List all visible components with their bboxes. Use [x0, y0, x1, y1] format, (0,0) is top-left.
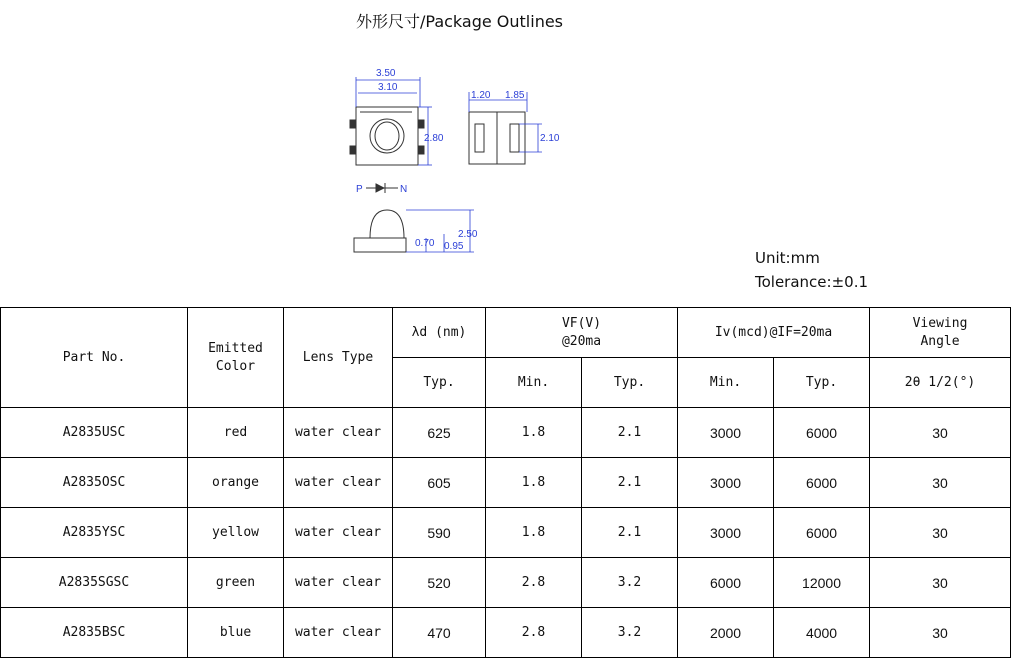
- cell-vf-min: 1.8: [486, 408, 582, 458]
- cell-iv-min: 3000: [678, 408, 774, 458]
- table-row: [1, 458, 1011, 508]
- cell-vf-typ: 2.1: [582, 408, 678, 458]
- cell-iv-min: 2000: [678, 608, 774, 658]
- cell-lens: water clear: [284, 408, 393, 458]
- cell-wavelength: 590: [393, 508, 486, 558]
- header-vf: VF(V) @20ma: [486, 308, 678, 358]
- profile-view-base: [354, 238, 406, 252]
- page-title: 外形尺寸/Package Outlines: [356, 12, 564, 31]
- tolerance-label: Tolerance:±0.1: [755, 273, 869, 291]
- subheader-iv-min: Min.: [678, 358, 774, 408]
- cell-vf-min: 2.8: [486, 558, 582, 608]
- table-row: [1, 408, 1011, 458]
- cell-part-no: A2835BSC: [1, 608, 188, 658]
- diode-symbol-icon: [366, 183, 398, 193]
- cell-part-no: A2835SGSC: [1, 558, 188, 608]
- unit-block: [755, 246, 868, 294]
- header-lens-type: Lens Type: [284, 308, 393, 408]
- cell-wavelength: 605: [393, 458, 486, 508]
- cell-color: yellow: [188, 508, 284, 558]
- cell-color: green: [188, 558, 284, 608]
- spec-table: [0, 307, 1011, 658]
- cell-iv-min: 3000: [678, 458, 774, 508]
- cell-color: orange: [188, 458, 284, 508]
- cell-lens: water clear: [284, 608, 393, 658]
- dim-width-outer: 3.50: [376, 68, 396, 79]
- unit-label: Unit:mm: [755, 249, 820, 267]
- cell-vf-min: 2.8: [486, 608, 582, 658]
- package-outline-drawing: [0, 0, 560, 270]
- cell-angle: 30: [870, 408, 1011, 458]
- cell-color: red: [188, 408, 284, 458]
- cell-wavelength: 520: [393, 558, 486, 608]
- dim-body-height: 0.70: [415, 238, 435, 249]
- cell-vf-typ: 2.1: [582, 508, 678, 558]
- dim-base-height: 0.95: [444, 241, 464, 252]
- header-emitted-color: Emitted Color: [188, 308, 284, 408]
- dim-pad-height: 2.10: [540, 133, 560, 144]
- cell-iv-typ: 12000: [774, 558, 870, 608]
- header-iv: Iv(mcd)@IF=20ma: [678, 308, 870, 358]
- header-wavelength: λd (nm): [393, 308, 486, 358]
- cell-iv-typ: 6000: [774, 508, 870, 558]
- cell-angle: 30: [870, 558, 1011, 608]
- pin-p-label: P: [356, 184, 363, 195]
- pin-n-label: N: [400, 184, 408, 195]
- cell-iv-typ: 4000: [774, 608, 870, 658]
- cell-part-no: A2835USC: [1, 408, 188, 458]
- subheader-vf-typ: Typ.: [582, 358, 678, 408]
- cell-wavelength: 625: [393, 408, 486, 458]
- cell-iv-min: 3000: [678, 508, 774, 558]
- cell-lens: water clear: [284, 508, 393, 558]
- cell-lens: water clear: [284, 558, 393, 608]
- cell-vf-typ: 3.2: [582, 558, 678, 608]
- header-part-no: Part No.: [1, 308, 188, 408]
- top-view-body: [356, 107, 418, 165]
- table-row: [1, 508, 1011, 558]
- dim-height: 2.80: [424, 133, 444, 144]
- dim-pad-gap: 1.85: [505, 90, 525, 101]
- header-viewing-angle: Viewing Angle: [870, 308, 1011, 358]
- dim-pad-width: 1.20: [471, 90, 491, 101]
- table-row: [1, 558, 1011, 608]
- cell-vf-typ: 3.2: [582, 608, 678, 658]
- cell-part-no: A2835YSC: [1, 508, 188, 558]
- subheader-vf-min: Min.: [486, 358, 582, 408]
- profile-view-dome: [370, 210, 404, 238]
- cell-iv-typ: 6000: [774, 458, 870, 508]
- subheader-iv-typ: Typ.: [774, 358, 870, 408]
- dim-width-inner: 3.10: [378, 82, 398, 93]
- cell-angle: 30: [870, 508, 1011, 558]
- cell-angle: 30: [870, 608, 1011, 658]
- cell-color: blue: [188, 608, 284, 658]
- cell-part-no: A2835OSC: [1, 458, 188, 508]
- cell-iv-typ: 6000: [774, 408, 870, 458]
- table-header-row: [1, 308, 1011, 358]
- cell-wavelength: 470: [393, 608, 486, 658]
- dim-total-height: 2.50: [458, 229, 478, 240]
- subheader-wavelength-typ: Typ.: [393, 358, 486, 408]
- cell-angle: 30: [870, 458, 1011, 508]
- cell-iv-min: 6000: [678, 558, 774, 608]
- cell-lens: water clear: [284, 458, 393, 508]
- cell-vf-min: 1.8: [486, 458, 582, 508]
- cell-vf-typ: 2.1: [582, 458, 678, 508]
- subheader-angle-unit: 2θ 1/2(°): [870, 358, 1011, 408]
- table-row: [1, 608, 1011, 658]
- cell-vf-min: 1.8: [486, 508, 582, 558]
